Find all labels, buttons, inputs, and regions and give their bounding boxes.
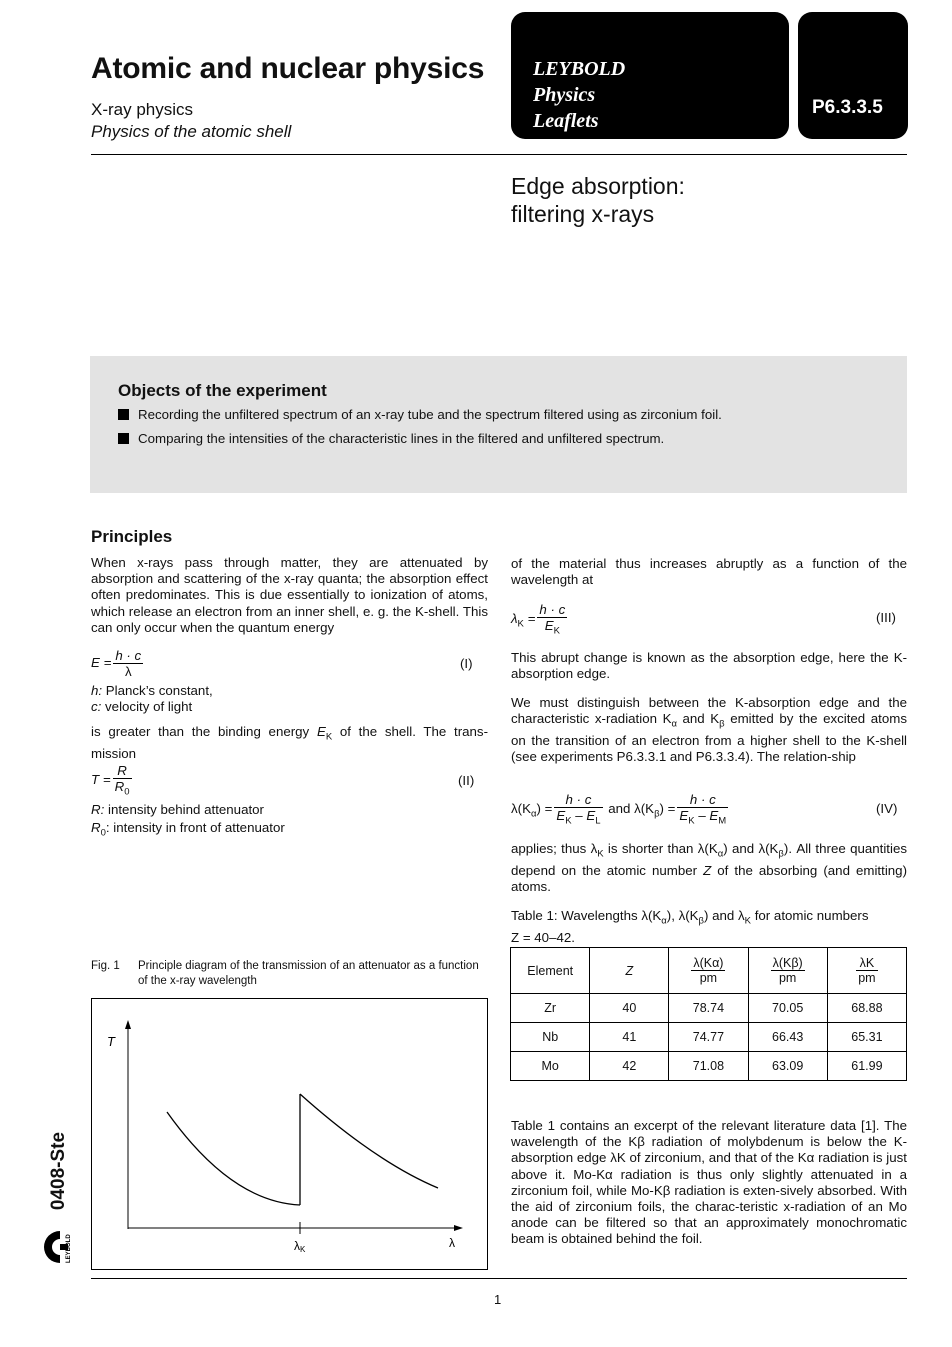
edge-label: λK [294, 1239, 306, 1254]
x-axis-label: λ [449, 1236, 455, 1250]
objects-box [90, 356, 907, 493]
figure-frame [92, 999, 488, 1270]
experiment-title-line1: Edge absorption: [511, 173, 685, 199]
equation-4-number: (IV) [876, 801, 898, 816]
h-symbol: h: [91, 683, 103, 698]
table-cell: 68.88 [827, 994, 906, 1023]
subtitle-topic: X-ray physics [91, 100, 194, 119]
objects-heading: Objects of the experiment [118, 381, 327, 400]
table-cell: Zr [511, 994, 590, 1023]
objects-item [118, 431, 664, 446]
table-cell: 78.74 [669, 994, 748, 1023]
table-header-element: Element [511, 948, 590, 994]
transmission-curve-left [167, 1112, 300, 1205]
y-axis-label: T [107, 1034, 115, 1049]
principles-paragraph-7: Table 1 contains an excerpt of the relevant literature data [1]. The wavelength of the Kβ radiation of molybdenum is below the K-absorption edge λK of zirconium, and that of the Kα radiation is just above it. Mo-Kα radiation is thus only slightly attenuated in a zirconium foil, while Mo-Kβ radiation is exten-sively absorbed. With the aid of zirconium foils, the charac-teristic x-radiation of an Mo anode can be filtered so that an approximately monochromatic beam is obtained behind the foil. [511, 1118, 907, 1247]
r-definition [91, 802, 264, 818]
table-header-z: Z [590, 948, 669, 994]
table-cell: 40 [590, 994, 669, 1023]
y-axis-arrow-icon [125, 1020, 131, 1029]
r-definition-text: intensity behind attenuator [104, 802, 264, 817]
equation-4: $\lambda(K_\alpha)$ = $\frac{h \cdot c}{E_K - E_L}$ and $\lambda(K_\beta)$ = $\frac{h \cdot c}{E_K - E_M}$ [511, 792, 727, 827]
c-definition [91, 699, 192, 715]
header-rule [91, 154, 907, 155]
principles-paragraph-6: applies; thus $\lambda_K$ is shorter than $\lambda(K_\alpha)$ and $\lambda(K_\beta)$. All three quantities depend on the atomic number Z of the absorbing (and emitting) atoms. [511, 841, 907, 895]
table-row [511, 1023, 907, 1052]
r0-definition: $R_0$: intensity in front of attenuator [91, 820, 285, 839]
x-axis-arrow-icon [454, 1225, 463, 1231]
table-cell: 41 [590, 1023, 669, 1052]
page-title: Atomic and nuclear physics [91, 52, 485, 85]
objects-item-text: Comparing the intensities of the characteristic lines in the filtered and unfiltered spectrum. [138, 431, 665, 446]
transmission-diagram [91, 998, 488, 1270]
c-symbol: c: [91, 699, 102, 714]
equation-2-number: (II) [458, 773, 475, 788]
table-cell: Nb [511, 1023, 590, 1052]
bullet-square-icon [118, 409, 129, 420]
table-cell: Mo [511, 1052, 590, 1081]
table-cell: 66.43 [748, 1023, 827, 1052]
equation-3: $\lambda_K$ = $\frac{h \cdot c}{E_K}$ [511, 602, 566, 637]
table-header-ka: $\frac{\lambda(K\alpha)}{pm}$ [669, 948, 748, 994]
table-caption: Table 1: Wavelengths $\lambda(K_\alpha)$, $\lambda(K_\beta)$ and $\lambda_K$ for atomic numbers Z = 40–42. [511, 908, 869, 945]
brand-line-3: Leaflets [533, 110, 599, 132]
svg-text:LEYBOLD: LEYBOLD [66, 1234, 72, 1263]
objects-item [118, 407, 722, 422]
leaflet-code: P6.3.3.5 [812, 97, 883, 118]
table-row [511, 1052, 907, 1081]
equation-2: T = $\frac{R}{R_0}$ [91, 763, 130, 798]
equation-4-and: and [608, 800, 631, 816]
c-definition-text: velocity of light [101, 699, 193, 714]
figure-caption: Principle diagram of the transmission of an attenuator as a function of the x-ray wavelength [138, 960, 479, 987]
principles-paragraph-3: of the material thus increases abruptly as a function of the wavelength at [511, 556, 907, 588]
experiment-title-line2: filtering x-rays [511, 201, 655, 227]
principles-paragraph-2: is greater than the binding energy $E_K$ of the shell. The trans-mission [91, 724, 489, 761]
bullet-square-icon [118, 433, 129, 444]
principles-paragraph-4: This abrupt change is known as the absorption edge, here the K-absorption edge. [511, 650, 907, 682]
leaflet-code-box [798, 12, 908, 139]
table-cell: 70.05 [748, 994, 827, 1023]
h-definition [91, 683, 213, 699]
wavelength-table [510, 947, 907, 1081]
transmission-curve-right [300, 1094, 438, 1188]
table-cell: 65.31 [827, 1023, 906, 1052]
table-cell: 42 [590, 1052, 669, 1081]
brand-line-1: LEYBOLD [533, 58, 626, 80]
footer-rule [91, 1278, 907, 1279]
side-code: 0408-Ste [48, 1131, 69, 1211]
equation-1: E = $\frac{h \cdot c}{\lambda}$ [91, 648, 142, 679]
leybold-logo-icon [40, 1227, 80, 1267]
page-number: 1 [494, 1292, 502, 1307]
principles-heading: Principles [91, 527, 173, 546]
table-header-lk: $\frac{\lambda K}{pm}$ [827, 948, 906, 994]
r-symbol: R: [91, 802, 105, 817]
table-cell: 74.77 [669, 1023, 748, 1052]
h-definition-text: Planck’s constant, [102, 683, 213, 698]
subtitle-subtopic: Physics of the atomic shell [91, 122, 292, 141]
principles-paragraph-1: When x-rays pass through matter, they are attenuated by absorption and scattering of the x-ray quanta; the absorption effect often predominates. This is due essentially to ionization of atoms, which release an electron from an inner shell, e. g. the K-shell. This can only occur when the quantum energy [91, 555, 488, 635]
table-header-row [511, 948, 907, 994]
objects-item-text: Recording the unfiltered spectrum of an x-ray tube and the spectrum filtered using as zirconium foil. [138, 407, 722, 422]
equation-3-number: (III) [876, 610, 896, 625]
table-cell: 71.08 [669, 1052, 748, 1081]
principles-paragraph-5: We must distinguish between the K-absorption edge and the characteristic x-radiation $K_\alpha$ and $K_\beta$ emitted by the excited atoms on the transition of an electron from a higher shell to the K-shell (see experiments P6.3.3.1 and P6.3.3.4). The relation-ship [511, 695, 907, 765]
brand-box [511, 12, 789, 139]
brand-line-2: Physics [533, 84, 596, 106]
figure-label: Fig. 1 [91, 960, 120, 972]
r0-definition-text: : intensity in front of attenuator [105, 820, 285, 835]
equation-1-number: (I) [460, 656, 473, 671]
table-header-kb: $\frac{\lambda(K\beta)}{pm}$ [748, 948, 827, 994]
experiment-title [511, 172, 685, 228]
table-cell: 61.99 [827, 1052, 906, 1081]
table-row [511, 994, 907, 1023]
table-cell: 63.09 [748, 1052, 827, 1081]
